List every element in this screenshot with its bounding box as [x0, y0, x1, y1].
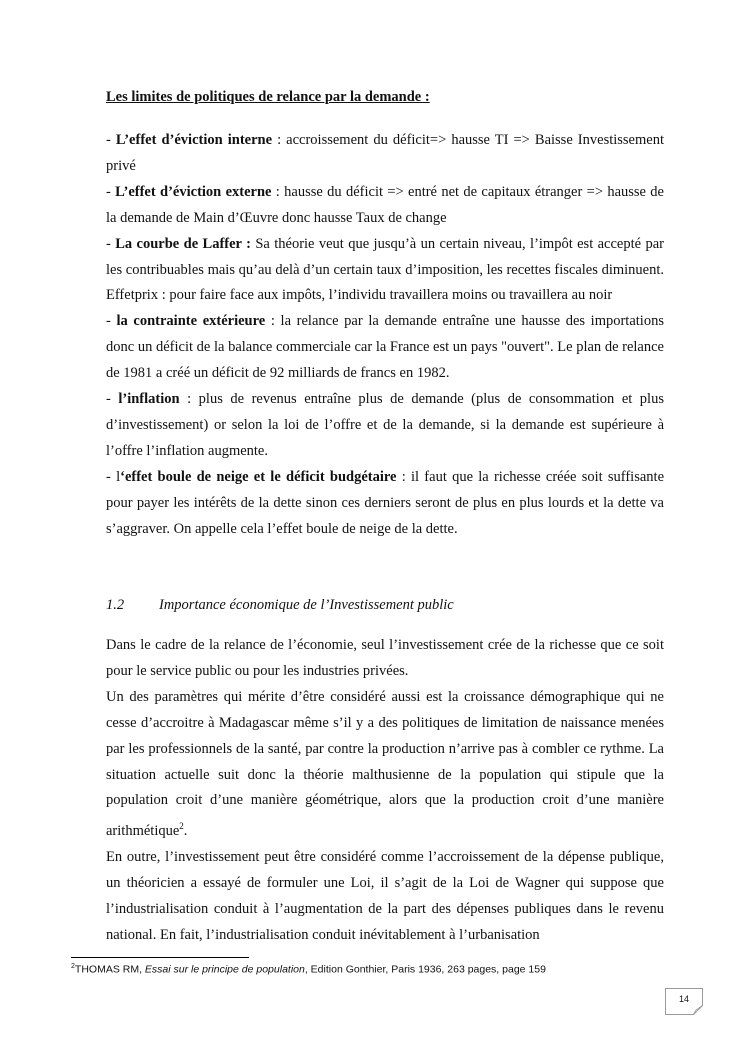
list-item-term: L’effet d’éviction interne — [115, 132, 273, 148]
page-curl-icon — [693, 1005, 703, 1015]
list-item-term: l’inflation — [118, 391, 180, 408]
paragraph: Dans le cadre de la relance de l’économie, seul l’investissement crée de la richesse que ce soit pour le service public ou pour les industries privées. — [106, 637, 664, 679]
list-item-text: : accroissement du déficit=> hausse TI => Baisse Investissement privé — [106, 132, 664, 174]
section-heading: Les limites de politiques de relance par la demande : — [106, 89, 430, 105]
list-item: - la contrainte extérieure : la relance par la demande entraîne une hausse des importations donc un déficit de la balance commerciale car la France est un pays "ouvert". Le plan de relance de 1981 a créé un déficit de 92 milliards de francs en 1982. — [106, 313, 664, 382]
footnote: $^2$THOMAS RM, Essai sur le principe de population, Edition Gonthier, Paris 1936, 263 pages, page 159 — [71, 963, 546, 976]
footnote-separator — [71, 957, 249, 958]
paragraph: En outre, l’investissement peut être considéré comme l’accroissement de la dépense publique, un théoricien a essayé de formuler une Loi, il s’agit de la Loi de Wagner qui suppose que l’industrialisation conduit à l’augmentation de la part des dépenses publiques dans le revenu national. En fait, l’industrialisation conduit inévitablement à l’urbanisation — [106, 849, 664, 943]
page-number: 14 — [679, 994, 690, 1004]
list-item: - l‘effet boule de neige et le déficit budgétaire : il faut que la richesse créée soit suffisante pour payer les intérêts de la dette sinon ces derniers seront de plus en plus lourds et la dette va s’aggraver. On appelle cela l’effet boule de neige de la dette. — [106, 468, 665, 537]
footnote-mark: 2 — [71, 963, 75, 970]
footnote-title: Essai sur le principe de population — [144, 963, 305, 976]
subsection-title: Importance économique de l’Investissement public — [159, 597, 454, 613]
list-item-term: La courbe de Laffer : — [115, 235, 251, 252]
list-item-term: la contrainte extérieure — [116, 313, 266, 330]
subsection-heading — [106, 597, 454, 614]
list-item: - L’effet d’éviction interne : accroissement du déficit=> hausse TI => Baisse Investissement privé — [106, 132, 664, 174]
paragraph: Un des paramètres qui mérite d’être considéré aussi est la croissance démographique qui ne cesse d’accroitre à Madagascar même s’il y a des politiques de limitation de naissance menées par les professionnels de la santé, par contre la production n’arrive pas à combler ce rythme. La situation actuelle suit donc la théorie malthusienne de la population qui stipule que la population croit d’une manière géométrique, alors que la production croit d’une manière arithmétique$^2$. — [106, 688, 664, 840]
list-item-text: : hausse du déficit => entré net de capitaux étranger => hausse de la demande de Main d’Œuvre donc hausse Taux de change — [106, 183, 664, 226]
list-item: - L’effet d’éviction externe : hausse du déficit => entré net de capitaux étranger => hausse de la demande de Main d’Œuvre donc hausse Taux de change — [106, 183, 664, 226]
list-item-term: L’effet d’éviction externe — [115, 183, 272, 200]
list-item: - La courbe de Laffer : Sa théorie veut que jusqu’à un certain niveau, l’impôt est accepté par les contribuables mais qu’au delà d’un certain taux d’imposition, les recettes fiscales diminuent. Effetprix : pour faire face aux impôts, l’individu travaillera moins ou travaillera au noir — [106, 235, 664, 304]
list-item-text: : plus de revenus entraîne plus de demande (plus de consommation et plus d’investissement) or selon la loi de l’offre et de la demande, si la demande est supérieure à l’offre l’inflation augmente. — [106, 391, 664, 459]
list-item-term: ‘effet boule de neige et le déficit budgétaire — [120, 468, 397, 485]
page-number-box — [665, 988, 703, 1015]
subsection-number: 1.2 — [106, 597, 125, 613]
body-text — [106, 633, 664, 949]
limits-list — [106, 128, 664, 543]
list-item: - l’inflation : plus de revenus entraîne plus de demande (plus de consommation et plus d’investissement) or selon la loi de l’offre et de la demande, si la demande est supérieure à l’offre l’inflation augmente. — [106, 391, 664, 459]
footnote-ref[interactable]: 2 — [179, 821, 184, 832]
list-item-text: : il faut que la richesse créée soit suffisante pour payer les intérêts de la dette sinon ces derniers seront de plus en plus lourds et la dette va s’aggraver. On appelle cela l’effet boule de neige de la dette. — [106, 468, 665, 537]
list-item-text: : la relance par la demande entraîne une hausse des importations donc un déficit de la balance commerciale car la France est un pays "ouvert". Le plan de relance de 1981 a créé un déficit de 92 milliards de francs en 1982. — [106, 313, 664, 382]
list-item-text: Sa théorie veut que jusqu’à un certain niveau, l’impôt est accepté par les contribuables mais qu’au delà d’un certain taux d’imposition, les recettes fiscales diminuent. Effetprix : pour faire face aux impôts, l’individu travaillera moins ou travaillera au noir — [106, 235, 664, 304]
